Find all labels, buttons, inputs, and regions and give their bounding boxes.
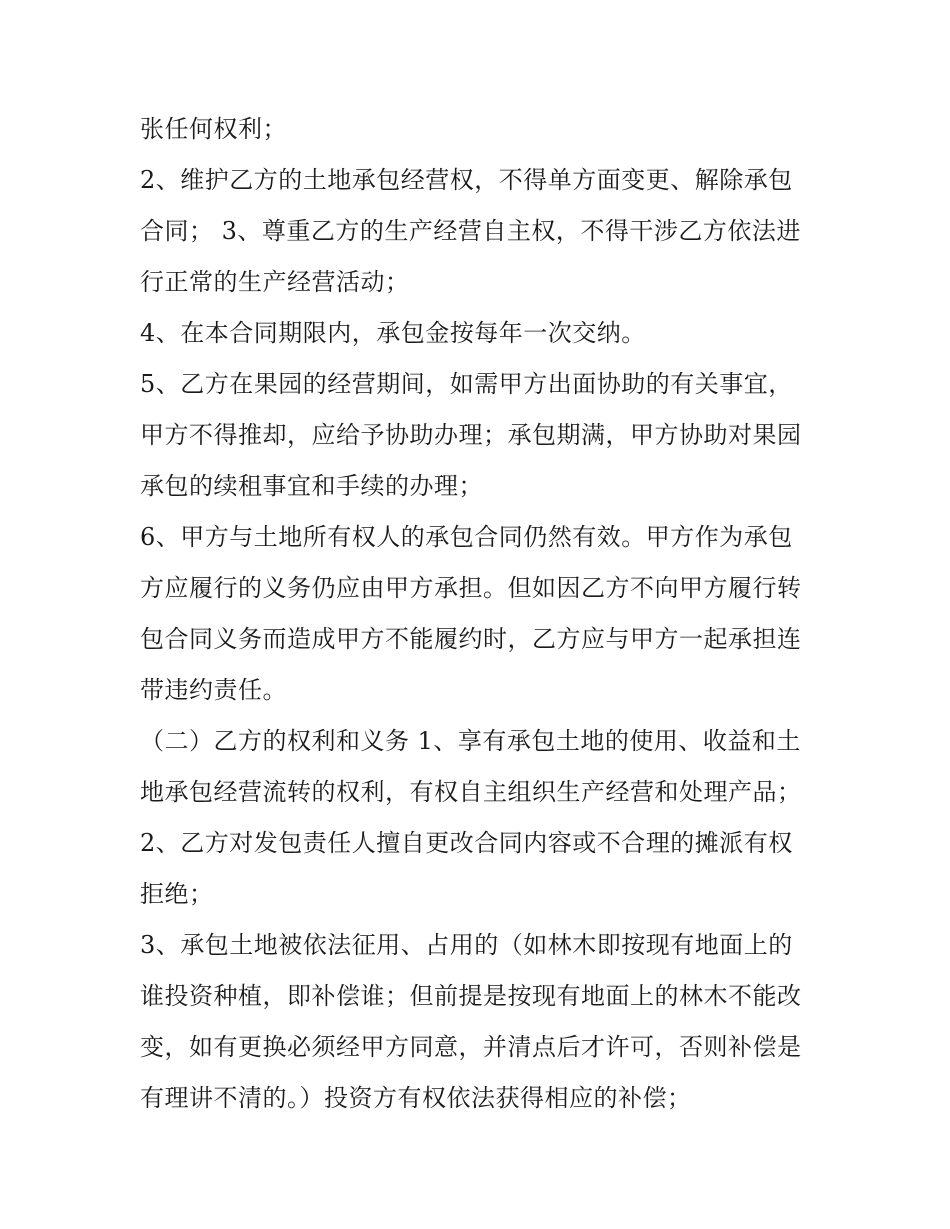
text-line: 3、承包土地被依法征用、占用的（如林木即按现有地面上的	[140, 931, 793, 959]
text-line: 行正常的生产经营活动；	[140, 268, 410, 296]
text-line: 5、乙方在果园的经营期间，如需甲方出面协助的有关事宜，	[140, 370, 793, 398]
text-line: 2、维护乙方的土地承包经营权，不得单方面变更、解除承包	[140, 166, 793, 194]
document-body	[140, 104, 820, 1124]
text-line: 6、甲方与土地所有权人的承包合同仍然有效。甲方作为承包	[140, 523, 793, 551]
text-line: 有理讲不清的。）投资方有权依法获得相应的补偿；	[140, 1084, 692, 1112]
text-line: 4、在本合同期限内，承包金按每年一次交纳。	[140, 319, 646, 347]
text-line: 变，如有更换必须经甲方同意，并清点后才许可，否则补偿是	[140, 1033, 802, 1061]
text-line: 合同； 3、尊重乙方的生产经营自主权，不得干涉乙方依法进	[140, 217, 801, 245]
text-line: 包合同义务而造成甲方不能履约时，乙方应与甲方一起承担连	[140, 625, 802, 653]
text-line: 谁投资种植，即补偿谁；但前提是按现有地面上的林木不能改	[140, 982, 802, 1010]
text-line: 地承包经营流转的权利，有权自主组织生产经营和处理产品；	[140, 778, 802, 806]
text-line: 带违约责任。	[140, 676, 287, 704]
text-line: 甲方不得推却，应给予协助办理；承包期满，甲方协助对果园	[140, 421, 802, 449]
text-line: 张任何权利；	[140, 115, 287, 143]
text-line: 承包的续租事宜和手续的办理；	[140, 472, 483, 500]
text-line: 方应履行的义务仍应由甲方承担。但如因乙方不向甲方履行转	[140, 574, 802, 602]
text-line: 2、乙方对发包责任人擅自更改合同内容或不合理的摊派有权	[140, 829, 793, 857]
text-line: （二）乙方的权利和义务 1、享有承包土地的使用、收益和土	[140, 727, 801, 755]
text-line: 拒绝；	[140, 880, 214, 908]
